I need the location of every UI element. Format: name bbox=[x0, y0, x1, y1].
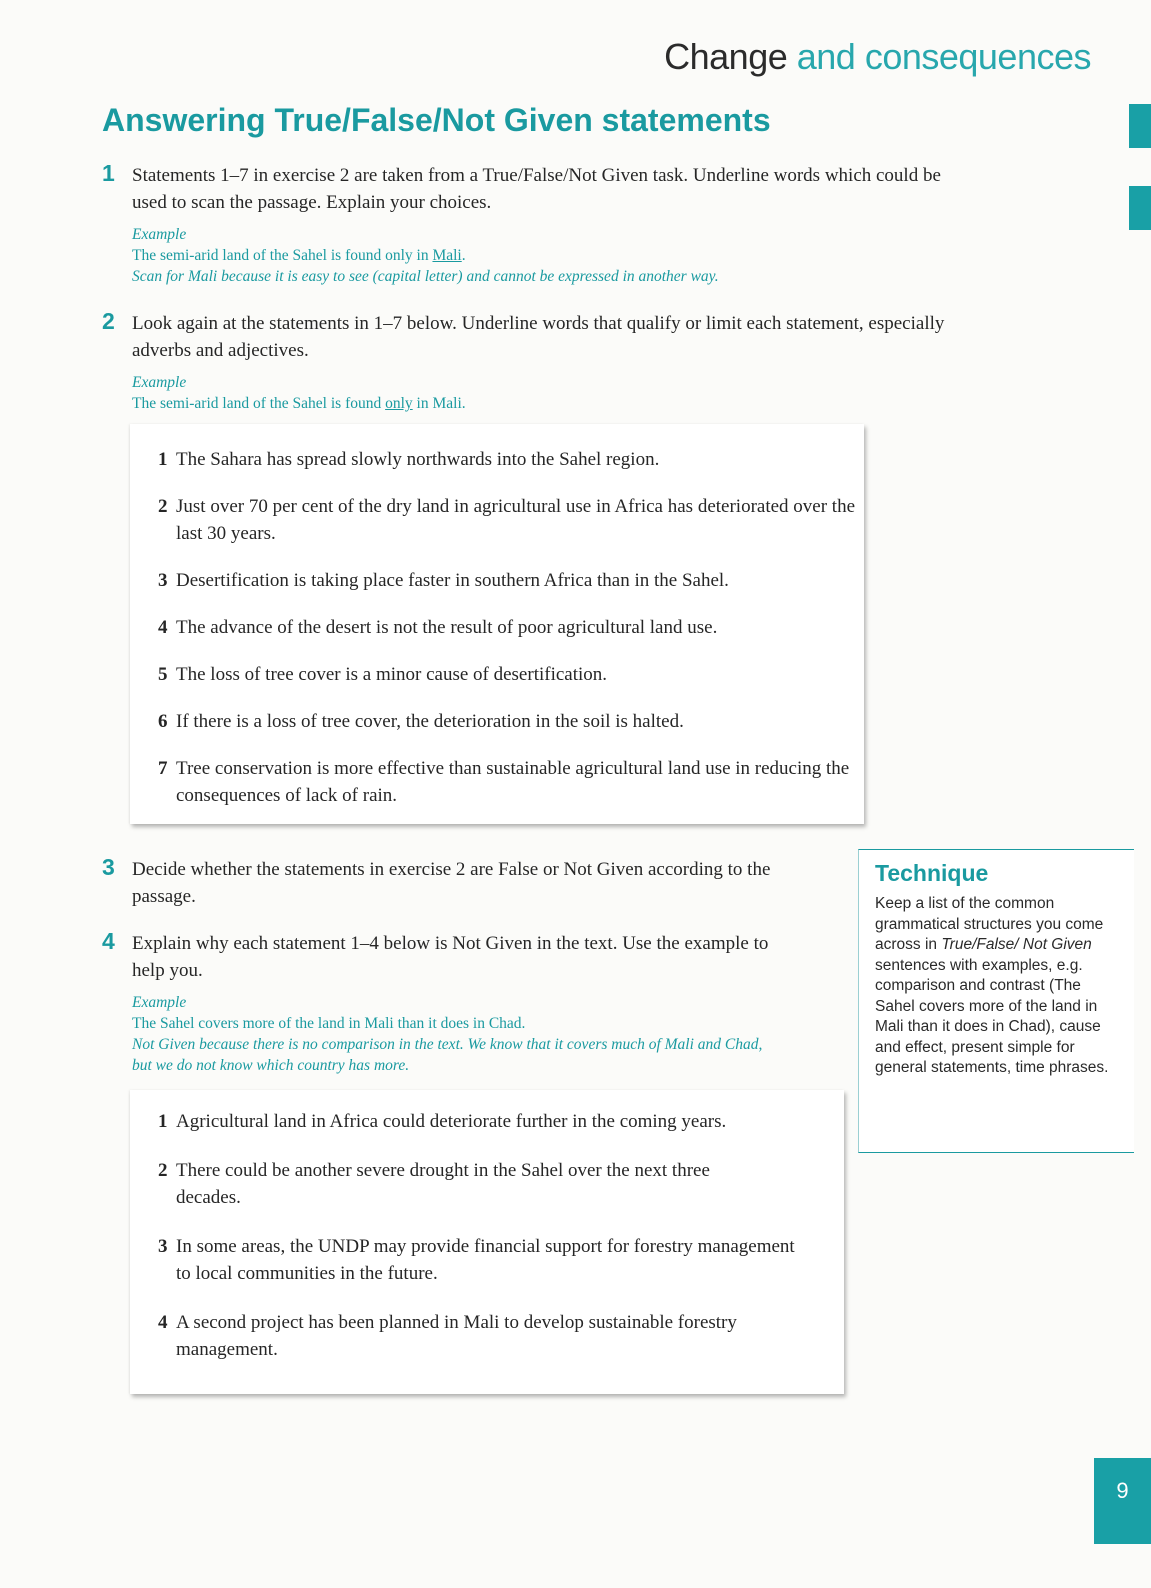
technique-heading: Technique bbox=[875, 860, 989, 886]
exercise-2 bbox=[102, 310, 962, 414]
example-explanation: Scan for Mali because it is easy to see (capital letter) and cannot be expressed in another way. bbox=[132, 268, 719, 285]
technique-text-italic: True/False/ Not Given bbox=[941, 936, 1092, 953]
statement-text: The Sahara has spread slowly northwards into the Sahel region. bbox=[176, 449, 660, 470]
statements-box-2 bbox=[130, 1090, 844, 1394]
statement-number: 4 bbox=[158, 1312, 168, 1333]
statement-text: Agricultural land in Africa could deteriorate further in the coming years. bbox=[176, 1111, 727, 1132]
statement-item bbox=[130, 446, 864, 473]
example-text-end: in Mali. bbox=[412, 395, 466, 412]
statement-item bbox=[130, 493, 864, 547]
statement-number: 3 bbox=[158, 570, 168, 591]
technique-text-end: sentences with examples, e.g. comparison and contrast (The Sahel covers more of the land in Mali than it does in Chad), cause and effect, present simple for general statements, time phrases. bbox=[875, 956, 1109, 1076]
exercise-number: 1 bbox=[102, 160, 115, 186]
statement-number: 7 bbox=[158, 758, 168, 779]
statement-text: The advance of the desert is not the result of poor agricultural land use. bbox=[176, 617, 718, 638]
statement-text: In some areas, the UNDP may provide financial support for forestry management to local communities in the future. bbox=[176, 1236, 795, 1284]
example-explanation: Not Given because there is no comparison in the text. We know that it covers much of Mali and Chad, but we do not know which country has more. bbox=[132, 1036, 763, 1074]
statement-item bbox=[130, 755, 864, 809]
edge-tab-top bbox=[1129, 104, 1151, 148]
underlined-word: only bbox=[385, 395, 413, 412]
statement-number: 1 bbox=[158, 1111, 168, 1132]
exercise-instructions: Explain why each statement 1–4 below is Not Given in the text. Use the example to help you. bbox=[132, 933, 769, 981]
exercise-4 bbox=[102, 930, 782, 1076]
statement-item bbox=[130, 1157, 844, 1211]
technique-text bbox=[875, 894, 1120, 1079]
statement-number: 3 bbox=[158, 1236, 168, 1257]
example-label: Example bbox=[132, 226, 187, 243]
statement-number: 2 bbox=[158, 496, 168, 517]
statement-number: 5 bbox=[158, 664, 168, 685]
statement-item bbox=[130, 1108, 844, 1135]
header-word-consequences: and consequences bbox=[796, 36, 1091, 77]
statement-text: Desertification is taking place faster in southern Africa than in the Sahel. bbox=[176, 570, 729, 591]
underlined-word: Mali bbox=[432, 247, 462, 264]
statement-item bbox=[130, 661, 864, 688]
technique-panel bbox=[858, 849, 1134, 1153]
example-block bbox=[132, 224, 962, 287]
page-number: 9 bbox=[1094, 1458, 1151, 1544]
statement-item bbox=[130, 614, 864, 641]
statement-text: The loss of tree cover is a minor cause of desertification. bbox=[176, 664, 608, 685]
statement-text: Just over 70 per cent of the dry land in agricultural use in Africa has deteriorated over the last 30 years. bbox=[176, 496, 856, 544]
statement-item bbox=[130, 1233, 844, 1287]
statement-item bbox=[130, 567, 864, 594]
exercise-instructions: Decide whether the statements in exercise 2 are False or Not Given according to the passage. bbox=[132, 859, 771, 907]
exercise-number: 4 bbox=[102, 928, 115, 954]
exercise-instructions: Look again at the statements in 1–7 below. Underline words that qualify or limit each statement, especially adverbs and adjectives. bbox=[132, 313, 945, 361]
exercise-3 bbox=[102, 856, 822, 910]
running-header bbox=[664, 36, 1091, 78]
statement-item bbox=[130, 708, 864, 735]
example-block bbox=[132, 992, 782, 1076]
exercise-1 bbox=[102, 162, 962, 287]
example-text: The semi-arid land of the Sahel is found only in bbox=[132, 247, 433, 264]
section-title: Answering True/False/Not Given statements bbox=[102, 102, 771, 138]
statements-box-1 bbox=[130, 424, 864, 824]
example-sentence bbox=[132, 393, 962, 414]
example-sentence bbox=[132, 245, 962, 266]
edge-tab-bottom bbox=[1129, 186, 1151, 230]
example-block bbox=[132, 372, 962, 414]
example-sentence: The Sahel covers more of the land in Mali than it does in Chad. bbox=[132, 1015, 526, 1032]
statement-number: 4 bbox=[158, 617, 168, 638]
statement-text: A second project has been planned in Mali to develop sustainable forestry management. bbox=[176, 1312, 737, 1360]
statement-text: Tree conservation is more effective than sustainable agricultural land use in reducing the consequences of lack of rain. bbox=[176, 758, 850, 806]
statement-number: 1 bbox=[158, 449, 168, 470]
header-word-change: Change bbox=[664, 36, 788, 77]
example-text-end: . bbox=[461, 247, 466, 264]
exercise-number: 2 bbox=[102, 308, 115, 334]
technique-text-start: Keep a list of the common grammatical structures you come across in bbox=[875, 895, 1104, 953]
statement-item bbox=[130, 1309, 844, 1363]
statement-text: If there is a loss of tree cover, the deterioration in the soil is halted. bbox=[176, 711, 684, 732]
statement-number: 2 bbox=[158, 1160, 168, 1181]
example-text: The semi-arid land of the Sahel is found bbox=[132, 395, 386, 412]
statement-text: There could be another severe drought in the Sahel over the next three decades. bbox=[176, 1160, 710, 1208]
example-label: Example bbox=[132, 374, 187, 391]
exercise-number: 3 bbox=[102, 854, 115, 880]
exercise-instructions: Statements 1–7 in exercise 2 are taken from a True/False/Not Given task. Underline words which could be used to scan the passage. Explain your choices. bbox=[132, 165, 941, 213]
example-label: Example bbox=[132, 994, 187, 1011]
statement-number: 6 bbox=[158, 711, 168, 732]
